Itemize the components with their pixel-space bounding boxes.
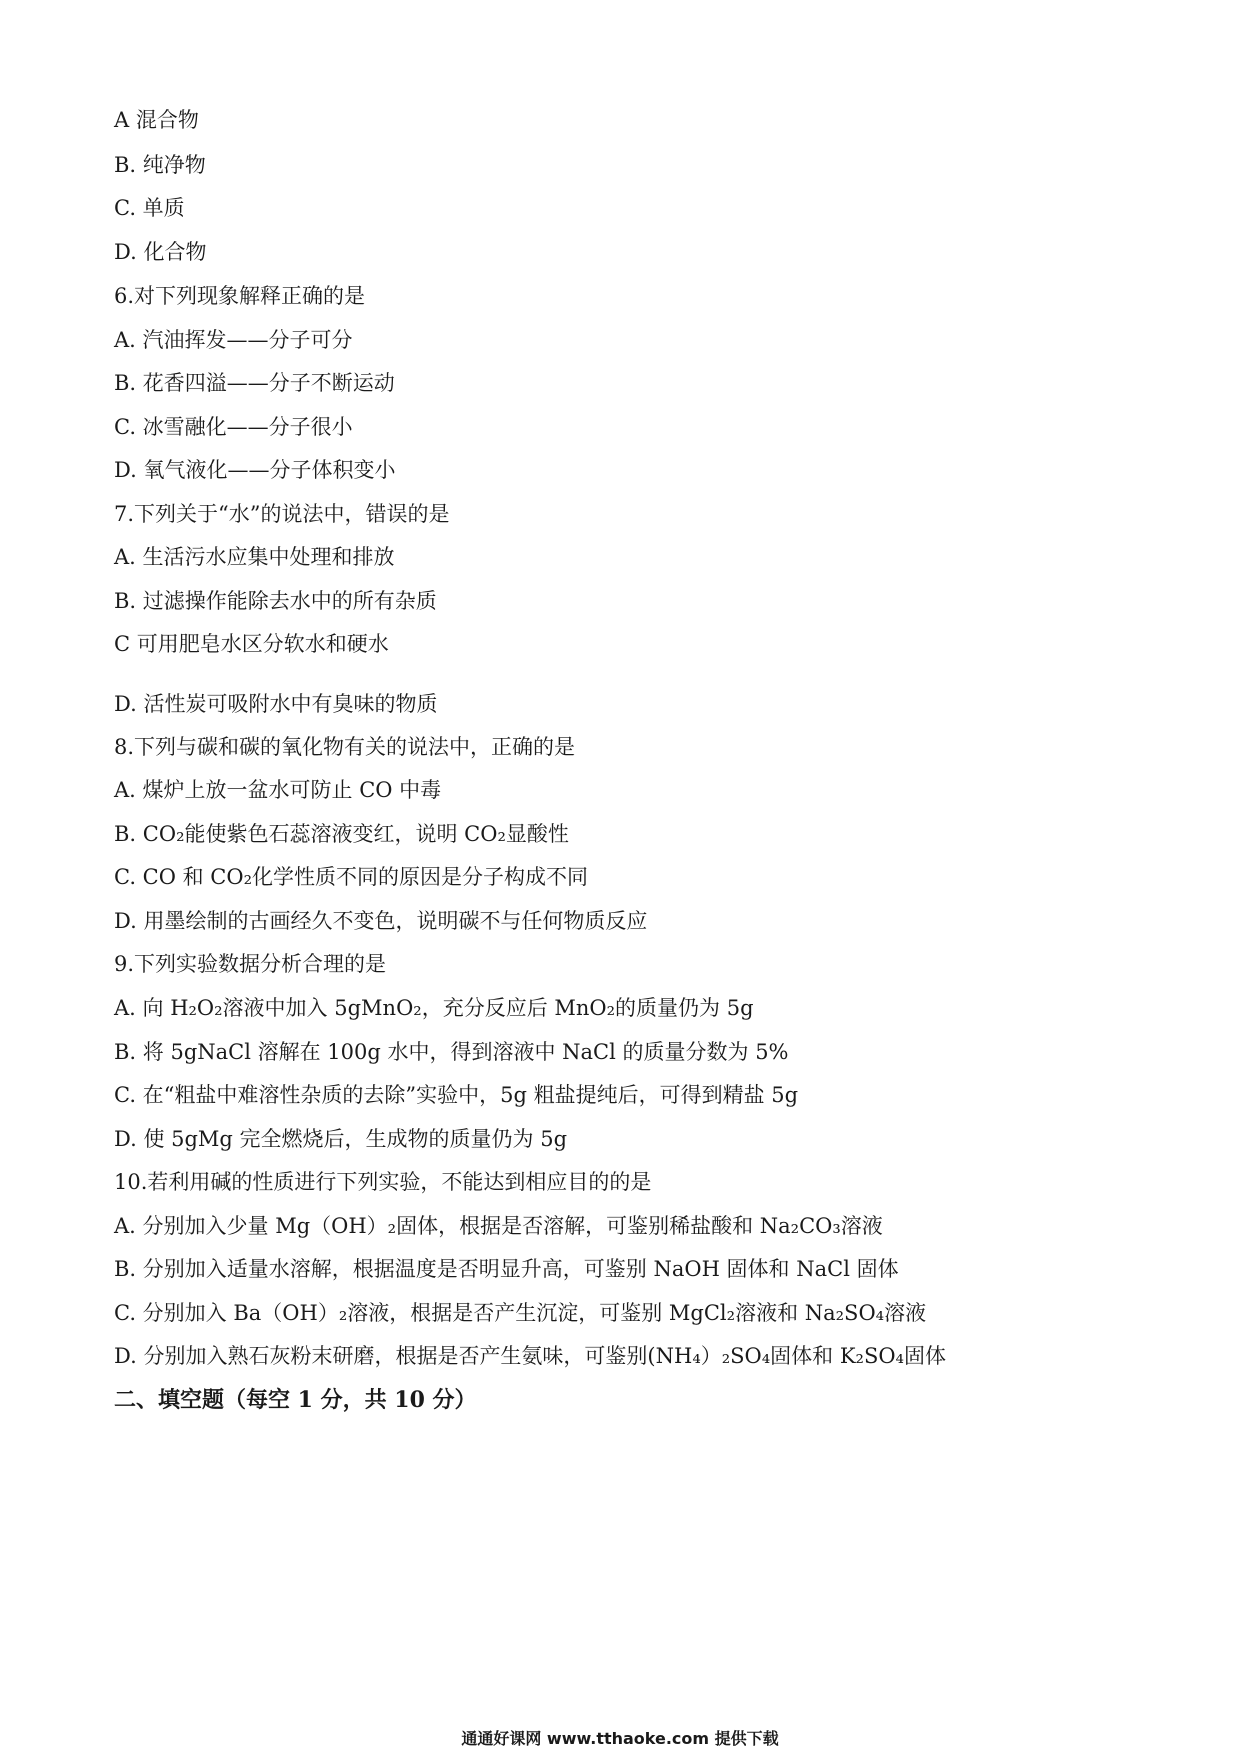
q7-option-d: D. 活性炭可吸附水中有臭味的物质 xyxy=(114,692,438,716)
question-6: 6.对下列现象解释正确的是 xyxy=(114,284,366,308)
option-c-element: C. 单质 xyxy=(114,196,185,220)
question-10: 10.若利用碱的性质进行下列实验，不能达到相应目的的是 xyxy=(114,1170,652,1194)
q6-option-b: B. 花香四溢——分子不断运动 xyxy=(114,371,395,395)
option-d-compound: D. 化合物 xyxy=(114,240,207,264)
q9-option-d: D. 使 5gMg 完全燃烧后，生成物的质量仍为 5g xyxy=(114,1127,568,1151)
question-7: 7.下列关于“水”的说法中，错误的是 xyxy=(114,502,450,526)
q8-option-d: D. 用墨绘制的古画经久不变色，说明碳不与任何物质反应 xyxy=(114,909,648,933)
q8-option-b: B. CO₂能使紫色石蕊溶液变红，说明 CO₂显酸性 xyxy=(114,822,569,846)
page-footer: 通通好课网 www.tthaoke.com 提供下载 xyxy=(461,1729,779,1748)
q7-option-b: B. 过滤操作能除去水中的所有杂质 xyxy=(114,589,437,613)
q10-option-c: C. 分别加入 Ba（OH）₂溶液，根据是否产生沉淀，可鉴别 MgCl₂溶液和 Na₂SO₄溶液 xyxy=(114,1301,927,1325)
q6-option-d: D. 氧气液化——分子体积变小 xyxy=(114,458,396,482)
q6-option-a: A. 汽油挥发——分子可分 xyxy=(114,328,353,352)
q7-option-c: C 可用肥皂水区分软水和硬水 xyxy=(114,632,389,656)
question-9: 9.下列实验数据分析合理的是 xyxy=(114,952,387,976)
q10-option-a: A. 分别加入少量 Mg（OH）₂固体，根据是否溶解，可鉴别稀盐酸和 Na₂CO₃溶液 xyxy=(114,1214,883,1238)
q9-option-a: A. 向 H₂O₂溶液中加入 5gMnO₂，充分反应后 MnO₂的质量仍为 5g xyxy=(114,996,754,1020)
section-heading-fill-in-blank: 二、填空题（每空 1 分，共 10 分） xyxy=(114,1387,477,1413)
q10-option-b: B. 分别加入适量水溶解，根据温度是否明显升高，可鉴别 NaOH 固体和 NaCl 固体 xyxy=(114,1257,899,1281)
q9-option-b: B. 将 5gNaCl 溶解在 100g 水中，得到溶液中 NaCl 的质量分数为 5% xyxy=(114,1040,789,1064)
question-8: 8.下列与碳和碳的氧化物有关的说法中，正确的是 xyxy=(114,735,576,759)
q7-option-a: A. 生活污水应集中处理和排放 xyxy=(114,545,395,569)
q8-option-a: A. 煤炉上放一盆水可防止 CO 中毒 xyxy=(114,778,442,802)
q10-option-d: D. 分别加入熟石灰粉末研磨，根据是否产生氨味，可鉴别(NH₄）₂SO₄固体和 K₂SO₄固体 xyxy=(114,1344,946,1368)
q6-option-c: C. 冰雪融化——分子很小 xyxy=(114,415,353,439)
q9-option-c: C. 在“粗盐中难溶性杂质的去除”实验中，5g 粗盐提纯后，可得到精盐 5g xyxy=(114,1083,799,1107)
option-a-mixture: A 混合物 xyxy=(114,108,199,132)
option-b-pure-substance: B. 纯净物 xyxy=(114,153,206,177)
q8-option-c: C. CO 和 CO₂化学性质不同的原因是分子构成不同 xyxy=(114,865,589,889)
